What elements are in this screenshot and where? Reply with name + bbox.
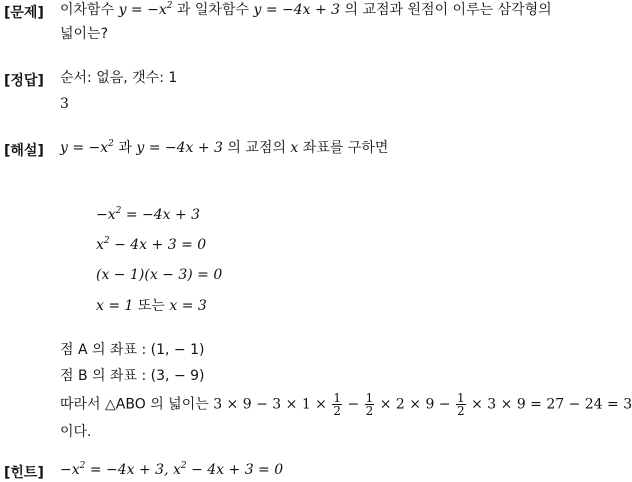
fraction-half-2: $\frac{1}{2}$ — [365, 391, 374, 418]
intro-eq1: $y = -x^2$ — [60, 139, 114, 156]
intro-text3: 좌표를 구하면 — [302, 140, 389, 156]
solution-step-3: (x − 1)(x − 3) = 0 — [96, 267, 223, 283]
intro-var: x — [290, 140, 299, 156]
fraction-half-3: $\frac{1}{2}$ — [457, 391, 465, 418]
solution-conclusion: 따라서 △ABO 의 넓이는 3 × 9 − 3 × 1 × $\frac{1}{2}$ − $\frac{1}{2}$ × 2 × 9 − $\frac{1}{2}$ × 3 × 9 = 27 − 24 = 3 — [60, 391, 632, 418]
answer-meta: 순서: 없음, 갯수: 1 — [60, 70, 178, 86]
intro-eq2: y = −4x + 3 — [136, 140, 223, 156]
problem-text-a: 이차함수 — [60, 2, 115, 18]
solution-conclusion-end: 이다. — [60, 424, 92, 440]
solution-intro — [60, 138, 388, 158]
problem-eq1: $y = -x^2$ — [118, 1, 173, 18]
hint-label: [힌트] — [4, 465, 44, 481]
solution-step-2: $x^2 - 4x + 3 = 0$ — [96, 236, 207, 253]
intro-text2: 의 교점의 — [227, 140, 286, 156]
problem-text-c: 의 교점과 원점이 이루는 삼각형의 — [344, 2, 552, 18]
solution-point-a: 점 A 의 좌표 : (1, − 1) — [60, 342, 205, 358]
solution-step-4: x = 1 또는 x = 3 — [96, 298, 207, 314]
problem-label: [문제] — [4, 5, 44, 21]
problem-eq2: y = −4x + 3 — [253, 2, 341, 18]
fraction-half-1: $\frac{1}{2}$ — [333, 391, 341, 418]
answer-label: [정답] — [4, 73, 44, 89]
intro-text1: 과 — [118, 140, 132, 156]
problem-line-2: 넓이는? — [60, 26, 109, 42]
problem-text-b: 과 일차함수 — [176, 2, 249, 18]
hint-equation: $-x^2 = -4x + 3$, $x^2 - 4x + 3 = 0$ — [60, 461, 284, 478]
solution-label: [해설] — [4, 143, 44, 159]
problem-line-1 — [60, 0, 552, 20]
solution-step-1: $-x^2 = -4x + 3$ — [96, 206, 201, 223]
solution-point-b: 점 B 의 좌표 : (3, − 9) — [60, 368, 205, 384]
answer-value: 3 — [60, 96, 69, 112]
